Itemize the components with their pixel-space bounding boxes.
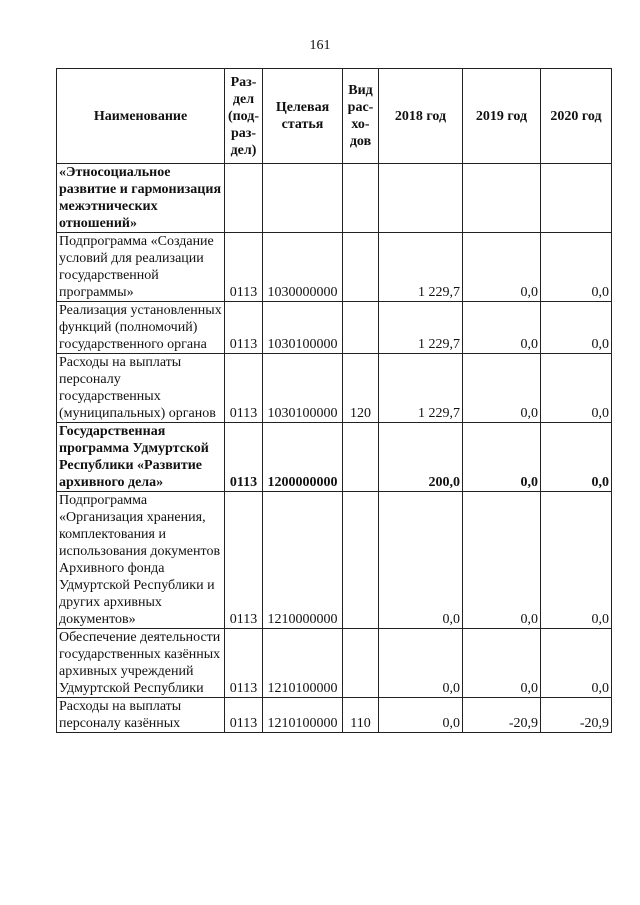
row-2020: -20,9 bbox=[541, 698, 612, 733]
table-row bbox=[57, 164, 612, 233]
page-number: 161 bbox=[309, 38, 331, 53]
table-header-row bbox=[57, 69, 612, 164]
table-row bbox=[57, 302, 612, 354]
row-name: Государственная программа Удмуртской Республики «Развитие архивного дела» bbox=[57, 423, 225, 492]
row-section: 0113 bbox=[225, 698, 263, 733]
row-2018: 200,0 bbox=[379, 423, 463, 492]
table-row bbox=[57, 233, 612, 302]
row-kind bbox=[343, 233, 379, 302]
row-2019: 0,0 bbox=[463, 302, 541, 354]
row-target: 1210100000 bbox=[263, 698, 343, 733]
row-target: 1030100000 bbox=[263, 354, 343, 423]
row-2019: 0,0 bbox=[463, 629, 541, 698]
row-section: 0113 bbox=[225, 423, 263, 492]
header-name: Наименование bbox=[57, 69, 225, 164]
row-2018: 0,0 bbox=[379, 492, 463, 629]
row-2018: 1 229,7 bbox=[379, 302, 463, 354]
row-name: Расходы на выплаты персоналу казённых bbox=[57, 698, 225, 733]
row-kind bbox=[343, 423, 379, 492]
header-2020: 2020 год bbox=[541, 69, 612, 164]
row-2020: 0,0 bbox=[541, 492, 612, 629]
row-target: 1030100000 bbox=[263, 302, 343, 354]
row-2019: 0,0 bbox=[463, 423, 541, 492]
row-name: Подпрограмма «Создание условий для реализации государственной программы» bbox=[57, 233, 225, 302]
row-target: 1200000000 bbox=[263, 423, 343, 492]
row-target: 1030000000 bbox=[263, 233, 343, 302]
row-2020: 0,0 bbox=[541, 302, 612, 354]
row-kind: 110 bbox=[343, 698, 379, 733]
row-2019: -20,9 bbox=[463, 698, 541, 733]
row-name: «Этносоциальное развитие и гармонизация межэтнических отношений» bbox=[57, 164, 225, 233]
row-2019 bbox=[463, 164, 541, 233]
row-2020: 0,0 bbox=[541, 233, 612, 302]
row-kind bbox=[343, 492, 379, 629]
row-section: 0113 bbox=[225, 233, 263, 302]
row-target bbox=[263, 164, 343, 233]
header-2018: 2018 год bbox=[379, 69, 463, 164]
table-row bbox=[57, 492, 612, 629]
header-kind: Вид рас- хо- дов bbox=[343, 69, 379, 164]
header-target: Целевая статья bbox=[263, 69, 343, 164]
row-2019: 0,0 bbox=[463, 354, 541, 423]
table-row bbox=[57, 698, 612, 733]
budget-table bbox=[56, 68, 612, 733]
row-2019: 0,0 bbox=[463, 233, 541, 302]
row-section: 0113 bbox=[225, 302, 263, 354]
row-2018: 0,0 bbox=[379, 698, 463, 733]
row-2020: 0,0 bbox=[541, 423, 612, 492]
row-name: Обеспечение деятельности государственных казённых архивных учреждений Удмуртской Республики bbox=[57, 629, 225, 698]
row-kind bbox=[343, 302, 379, 354]
row-kind bbox=[343, 629, 379, 698]
row-section: 0113 bbox=[225, 492, 263, 629]
row-2020: 0,0 bbox=[541, 629, 612, 698]
row-2020: 0,0 bbox=[541, 354, 612, 423]
table-row bbox=[57, 354, 612, 423]
row-name: Реализация установленных функций (полномочий) государственного органа bbox=[57, 302, 225, 354]
row-2018: 0,0 bbox=[379, 629, 463, 698]
row-kind: 120 bbox=[343, 354, 379, 423]
row-name: Расходы на выплаты персоналу государственных (муниципальных) органов bbox=[57, 354, 225, 423]
row-2018: 1 229,7 bbox=[379, 354, 463, 423]
row-section: 0113 bbox=[225, 629, 263, 698]
header-2019: 2019 год bbox=[463, 69, 541, 164]
table-row bbox=[57, 629, 612, 698]
header-section: Раз- дел (под- раз- дел) bbox=[225, 69, 263, 164]
row-kind bbox=[343, 164, 379, 233]
row-2019: 0,0 bbox=[463, 492, 541, 629]
row-section bbox=[225, 164, 263, 233]
row-target: 1210100000 bbox=[263, 629, 343, 698]
row-2020 bbox=[541, 164, 612, 233]
row-section: 0113 bbox=[225, 354, 263, 423]
table-row bbox=[57, 423, 612, 492]
row-target: 1210000000 bbox=[263, 492, 343, 629]
row-2018 bbox=[379, 164, 463, 233]
row-name: Подпрограмма «Организация хранения, комплектования и использования документов Архивного фонда Удмуртской Республики и других архивных документов» bbox=[57, 492, 225, 629]
row-2018: 1 229,7 bbox=[379, 233, 463, 302]
